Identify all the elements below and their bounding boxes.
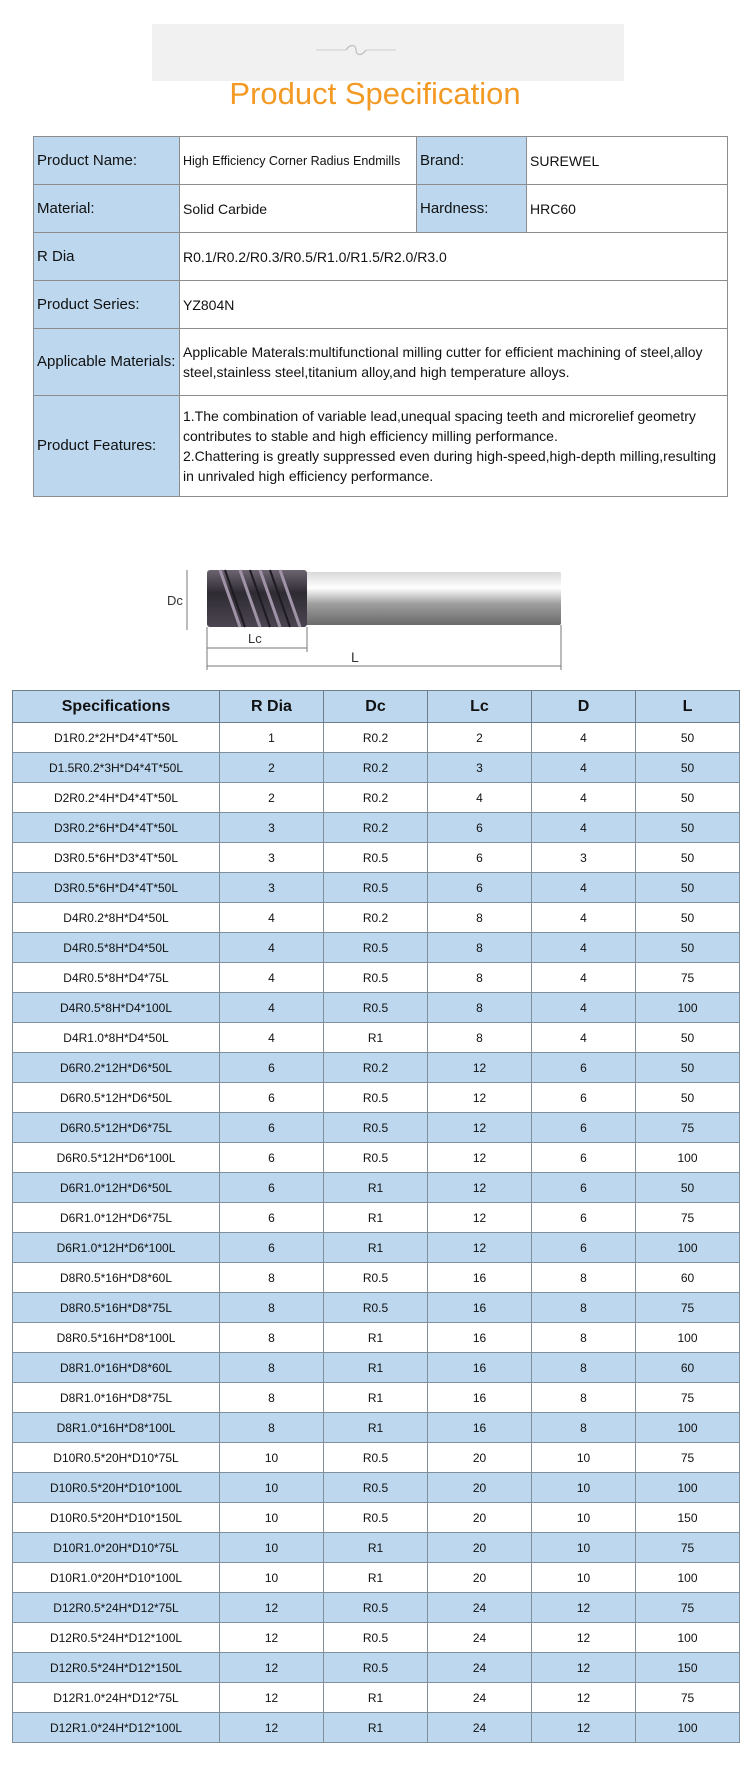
table-cell: 4: [532, 783, 636, 813]
table-cell: 100: [636, 1323, 740, 1353]
table-cell: R0.5: [324, 1293, 428, 1323]
table-cell: 12: [220, 1683, 324, 1713]
table-cell: D4R0.5*8H*D4*50L: [13, 933, 220, 963]
table-cell: R1: [324, 1533, 428, 1563]
table-cell: 4: [428, 783, 532, 813]
table-cell: 75: [636, 1683, 740, 1713]
table-row: [13, 1623, 740, 1653]
table-cell: D6R0.5*12H*D6*75L: [13, 1113, 220, 1143]
table-cell: 100: [636, 1233, 740, 1263]
table-cell: D6R0.2*12H*D6*50L: [13, 1053, 220, 1083]
table-cell: R1: [324, 1233, 428, 1263]
table-row: [13, 1653, 740, 1683]
table-cell: 100: [636, 1413, 740, 1443]
table-cell: 20: [428, 1533, 532, 1563]
table-cell: 12: [532, 1623, 636, 1653]
table-cell: R0.5: [324, 843, 428, 873]
header-dc: Dc: [324, 691, 428, 723]
table-cell: D10R0.5*20H*D10*150L: [13, 1503, 220, 1533]
table-cell: R0.5: [324, 993, 428, 1023]
applicable-materials-value: Applicable Materals:multifunctional milling cutter for efficient machining of steel,alloy steel,stainless steel,titanium alloy,and high temperature alloys.: [180, 329, 728, 396]
table-cell: D6R0.5*12H*D6*100L: [13, 1143, 220, 1173]
table-cell: 6: [428, 873, 532, 903]
table-cell: 12: [428, 1113, 532, 1143]
table-cell: 8: [428, 1023, 532, 1053]
table-cell: R0.5: [324, 1083, 428, 1113]
table-cell: 50: [636, 1053, 740, 1083]
table-cell: 75: [636, 1383, 740, 1413]
table-cell: 4: [532, 933, 636, 963]
table-cell: R0.2: [324, 813, 428, 843]
table-cell: 3: [220, 843, 324, 873]
table-cell: R0.5: [324, 1593, 428, 1623]
table-cell: R0.2: [324, 1053, 428, 1083]
table-cell: 6: [428, 843, 532, 873]
table-cell: 4: [220, 1023, 324, 1053]
table-cell: 6: [220, 1083, 324, 1113]
table-cell: 10: [220, 1563, 324, 1593]
table-row: [13, 1293, 740, 1323]
table-cell: 24: [428, 1683, 532, 1713]
table-cell: D12R1.0*24H*D12*100L: [13, 1713, 220, 1743]
table-cell: 10: [220, 1473, 324, 1503]
table-row: [13, 1713, 740, 1743]
table-cell: R0.5: [324, 1623, 428, 1653]
table-cell: 12: [532, 1713, 636, 1743]
table-row: [13, 1503, 740, 1533]
product-name-value: High Efficiency Corner Radius Endmills: [180, 137, 417, 185]
product-features-label: Product Features:: [34, 396, 180, 497]
table-cell: 50: [636, 723, 740, 753]
table-cell: 50: [636, 843, 740, 873]
table-cell: D12R1.0*24H*D12*75L: [13, 1683, 220, 1713]
table-cell: R0.2: [324, 903, 428, 933]
table-cell: 8: [220, 1323, 324, 1353]
table-cell: 2: [220, 783, 324, 813]
table-cell: 20: [428, 1443, 532, 1473]
table-cell: R0.5: [324, 1503, 428, 1533]
specifications-table: [12, 690, 740, 1743]
brand-label: Brand:: [417, 137, 527, 185]
table-row: [13, 903, 740, 933]
product-info-table: [33, 136, 728, 497]
table-cell: 75: [636, 963, 740, 993]
table-row: [13, 1413, 740, 1443]
table-cell: 6: [532, 1173, 636, 1203]
table-cell: 3: [428, 753, 532, 783]
table-cell: 50: [636, 753, 740, 783]
table-cell: 24: [428, 1713, 532, 1743]
table-cell: D12R0.5*24H*D12*100L: [13, 1623, 220, 1653]
table-cell: R0.2: [324, 753, 428, 783]
material-value: Solid Carbide: [180, 185, 417, 233]
table-cell: 50: [636, 783, 740, 813]
table-row: [13, 1473, 740, 1503]
table-cell: R0.2: [324, 783, 428, 813]
table-row: [13, 1353, 740, 1383]
table-cell: 6: [220, 1053, 324, 1083]
table-row: [13, 1113, 740, 1143]
table-cell: R0.5: [324, 1143, 428, 1173]
feature-1: 1.The combination of variable lead,unequal spacing teeth and microrelief geometry contributes to stable and high efficiency milling performance.: [183, 408, 696, 444]
table-cell: 6: [532, 1233, 636, 1263]
table-cell: 12: [532, 1683, 636, 1713]
table-cell: 16: [428, 1413, 532, 1443]
table-cell: R1: [324, 1323, 428, 1353]
feature-2: 2.Chattering is greatly suppressed even during high-speed,high-depth milling,resulting in unrivaled high efficiency performance.: [183, 448, 717, 484]
table-cell: 8: [220, 1353, 324, 1383]
page-title: Product Specification: [229, 76, 521, 111]
table-cell: 12: [220, 1653, 324, 1683]
table-cell: D1.5R0.2*3H*D4*4T*50L: [13, 753, 220, 783]
table-cell: 8: [532, 1353, 636, 1383]
table-cell: D6R1.0*12H*D6*75L: [13, 1203, 220, 1233]
table-cell: 75: [636, 1293, 740, 1323]
table-cell: 10: [532, 1533, 636, 1563]
table-cell: 20: [428, 1503, 532, 1533]
table-row: [13, 1323, 740, 1353]
table-cell: 16: [428, 1383, 532, 1413]
table-cell: 4: [532, 1023, 636, 1053]
table-cell: 8: [532, 1263, 636, 1293]
table-row: [13, 1203, 740, 1233]
table-cell: 3: [220, 873, 324, 903]
header-r-dia: R Dia: [220, 691, 324, 723]
table-cell: 4: [220, 933, 324, 963]
table-cell: D4R0.2*8H*D4*50L: [13, 903, 220, 933]
table-cell: 4: [220, 963, 324, 993]
table-cell: D10R1.0*20H*D10*75L: [13, 1533, 220, 1563]
table-cell: 16: [428, 1323, 532, 1353]
table-cell: R0.5: [324, 1113, 428, 1143]
table-cell: 6: [220, 1113, 324, 1143]
table-cell: 16: [428, 1293, 532, 1323]
table-cell: 8: [428, 903, 532, 933]
ornament-icon: [316, 44, 396, 56]
table-cell: 50: [636, 903, 740, 933]
table-cell: 8: [220, 1413, 324, 1443]
table-cell: 8: [428, 933, 532, 963]
table-cell: 6: [220, 1173, 324, 1203]
header-l: L: [636, 691, 740, 723]
table-cell: D8R1.0*16H*D8*60L: [13, 1353, 220, 1383]
table-cell: R1: [324, 1413, 428, 1443]
hardness-value: HRC60: [527, 185, 728, 233]
table-cell: 60: [636, 1353, 740, 1383]
table-cell: 4: [532, 723, 636, 753]
table-cell: R1: [324, 1023, 428, 1053]
table-cell: 8: [532, 1383, 636, 1413]
table-cell: 24: [428, 1653, 532, 1683]
table-cell: 8: [532, 1323, 636, 1353]
table-cell: R0.5: [324, 1443, 428, 1473]
table-cell: 10: [220, 1533, 324, 1563]
table-row: [13, 1083, 740, 1113]
table-cell: R0.5: [324, 1653, 428, 1683]
table-cell: 10: [532, 1443, 636, 1473]
table-cell: 4: [532, 993, 636, 1023]
table-cell: R1: [324, 1353, 428, 1383]
table-cell: 24: [428, 1593, 532, 1623]
dc-label: Dc: [167, 593, 183, 608]
table-cell: 12: [220, 1623, 324, 1653]
table-cell: 12: [428, 1053, 532, 1083]
table-cell: R1: [324, 1203, 428, 1233]
table-cell: 6: [532, 1053, 636, 1083]
rdia-value: R0.1/R0.2/R0.3/R0.5/R1.0/R1.5/R2.0/R3.0: [180, 233, 728, 281]
table-cell: R1: [324, 1713, 428, 1743]
table-cell: 10: [532, 1473, 636, 1503]
table-cell: 24: [428, 1623, 532, 1653]
table-cell: D4R1.0*8H*D4*50L: [13, 1023, 220, 1053]
table-cell: 6: [532, 1083, 636, 1113]
table-cell: R1: [324, 1383, 428, 1413]
table-cell: D2R0.2*4H*D4*4T*50L: [13, 783, 220, 813]
table-cell: 6: [220, 1203, 324, 1233]
table-row: [13, 1023, 740, 1053]
table-cell: 100: [636, 993, 740, 1023]
table-cell: 12: [428, 1143, 532, 1173]
l-label: L: [351, 649, 359, 665]
table-cell: 150: [636, 1503, 740, 1533]
table-cell: 6: [220, 1233, 324, 1263]
table-cell: 12: [532, 1593, 636, 1623]
table-row: [13, 1263, 740, 1293]
table-row: [13, 723, 740, 753]
table-row: [13, 933, 740, 963]
table-cell: 3: [220, 813, 324, 843]
table-cell: 75: [636, 1443, 740, 1473]
table-row: [13, 1173, 740, 1203]
table-cell: 10: [220, 1503, 324, 1533]
table-cell: 6: [532, 1143, 636, 1173]
table-row: [13, 753, 740, 783]
table-row: [13, 1233, 740, 1263]
product-features-value: [180, 396, 728, 497]
table-cell: D10R0.5*20H*D10*75L: [13, 1443, 220, 1473]
table-cell: 12: [532, 1653, 636, 1683]
table-cell: 10: [220, 1443, 324, 1473]
table-cell: R0.5: [324, 1473, 428, 1503]
brand-value: SUREWEL: [527, 137, 728, 185]
table-cell: D3R0.5*6H*D4*4T*50L: [13, 873, 220, 903]
table-cell: 8: [532, 1293, 636, 1323]
table-cell: 6: [220, 1143, 324, 1173]
table-cell: R0.2: [324, 723, 428, 753]
table-row: [13, 1383, 740, 1413]
table-cell: 8: [532, 1413, 636, 1443]
table-cell: 50: [636, 1173, 740, 1203]
table-cell: R0.5: [324, 873, 428, 903]
table-cell: R0.5: [324, 933, 428, 963]
applicable-materials-label: Applicable Materials:: [34, 329, 180, 396]
table-cell: 100: [636, 1623, 740, 1653]
table-cell: 100: [636, 1713, 740, 1743]
table-cell: 4: [532, 813, 636, 843]
table-cell: D4R0.5*8H*D4*75L: [13, 963, 220, 993]
table-cell: 100: [636, 1143, 740, 1173]
table-cell: D10R1.0*20H*D10*100L: [13, 1563, 220, 1593]
table-cell: 12: [220, 1713, 324, 1743]
table-cell: 16: [428, 1353, 532, 1383]
hardness-label: Hardness:: [417, 185, 527, 233]
table-cell: 75: [636, 1203, 740, 1233]
table-cell: D8R0.5*16H*D8*75L: [13, 1293, 220, 1323]
table-cell: 75: [636, 1533, 740, 1563]
table-cell: 4: [220, 903, 324, 933]
table-cell: 75: [636, 1113, 740, 1143]
table-cell: D8R1.0*16H*D8*100L: [13, 1413, 220, 1443]
table-row: [13, 1593, 740, 1623]
table-row: [13, 783, 740, 813]
table-cell: 12: [220, 1593, 324, 1623]
table-row: [13, 993, 740, 1023]
table-row: [13, 1683, 740, 1713]
table-cell: D10R0.5*20H*D10*100L: [13, 1473, 220, 1503]
table-cell: 20: [428, 1563, 532, 1593]
table-row: [13, 843, 740, 873]
header-specifications: Specifications: [13, 691, 220, 723]
table-cell: D12R0.5*24H*D12*75L: [13, 1593, 220, 1623]
table-cell: D6R1.0*12H*D6*100L: [13, 1233, 220, 1263]
table-cell: 50: [636, 1023, 740, 1053]
table-cell: 10: [532, 1563, 636, 1593]
table-cell: 8: [428, 963, 532, 993]
table-cell: 6: [532, 1203, 636, 1233]
table-cell: 60: [636, 1263, 740, 1293]
table-cell: 12: [428, 1173, 532, 1203]
table-cell: D6R0.5*12H*D6*50L: [13, 1083, 220, 1113]
table-cell: R0.5: [324, 1263, 428, 1293]
table-cell: 3: [532, 843, 636, 873]
table-cell: 12: [428, 1233, 532, 1263]
table-row: [13, 1143, 740, 1173]
table-cell: D12R0.5*24H*D12*150L: [13, 1653, 220, 1683]
table-cell: D3R0.5*6H*D3*4T*50L: [13, 843, 220, 873]
table-row: [13, 873, 740, 903]
table-cell: 100: [636, 1473, 740, 1503]
table-cell: 6: [428, 813, 532, 843]
table-cell: 4: [532, 903, 636, 933]
table-cell: R1: [324, 1683, 428, 1713]
table-cell: 20: [428, 1473, 532, 1503]
material-label: Material:: [34, 185, 180, 233]
series-label: Product Series:: [34, 281, 180, 329]
lc-label: Lc: [248, 631, 262, 646]
table-cell: R0.5: [324, 963, 428, 993]
table-cell: D8R1.0*16H*D8*75L: [13, 1383, 220, 1413]
table-cell: 8: [220, 1263, 324, 1293]
series-value: YZ804N: [180, 281, 728, 329]
table-cell: 50: [636, 1083, 740, 1113]
spec-body: [13, 723, 740, 1743]
table-cell: 50: [636, 933, 740, 963]
table-cell: D3R0.2*6H*D4*4T*50L: [13, 813, 220, 843]
table-cell: 1: [220, 723, 324, 753]
table-cell: R1: [324, 1563, 428, 1593]
spec-header-row: [13, 691, 740, 723]
table-cell: 4: [220, 993, 324, 1023]
table-cell: 8: [220, 1293, 324, 1323]
table-cell: 12: [428, 1203, 532, 1233]
table-cell: 50: [636, 873, 740, 903]
header-d: D: [532, 691, 636, 723]
table-cell: D8R0.5*16H*D8*60L: [13, 1263, 220, 1293]
table-cell: 4: [532, 873, 636, 903]
table-cell: 150: [636, 1653, 740, 1683]
table-cell: D4R0.5*8H*D4*100L: [13, 993, 220, 1023]
table-cell: 10: [532, 1503, 636, 1533]
table-cell: 6: [532, 1113, 636, 1143]
header-lc: Lc: [428, 691, 532, 723]
table-row: [13, 1533, 740, 1563]
table-row: [13, 813, 740, 843]
table-cell: D8R0.5*16H*D8*100L: [13, 1323, 220, 1353]
table-cell: 100: [636, 1563, 740, 1593]
table-cell: 2: [428, 723, 532, 753]
table-cell: 4: [532, 963, 636, 993]
table-row: [13, 1443, 740, 1473]
table-row: [13, 1053, 740, 1083]
table-cell: 4: [532, 753, 636, 783]
table-cell: 12: [428, 1083, 532, 1113]
table-cell: R1: [324, 1173, 428, 1203]
table-row: [13, 963, 740, 993]
table-cell: 75: [636, 1593, 740, 1623]
table-cell: D6R1.0*12H*D6*50L: [13, 1173, 220, 1203]
table-cell: 16: [428, 1263, 532, 1293]
table-cell: 50: [636, 813, 740, 843]
table-row: [13, 1563, 740, 1593]
rdia-label: R Dia: [34, 233, 180, 281]
table-cell: 2: [220, 753, 324, 783]
table-cell: D1R0.2*2H*D4*4T*50L: [13, 723, 220, 753]
table-cell: 8: [220, 1383, 324, 1413]
table-cell: 8: [428, 993, 532, 1023]
product-name-label: Product Name:: [34, 137, 180, 185]
endmill-image: [207, 570, 561, 627]
endmill-diagram: [165, 562, 615, 670]
